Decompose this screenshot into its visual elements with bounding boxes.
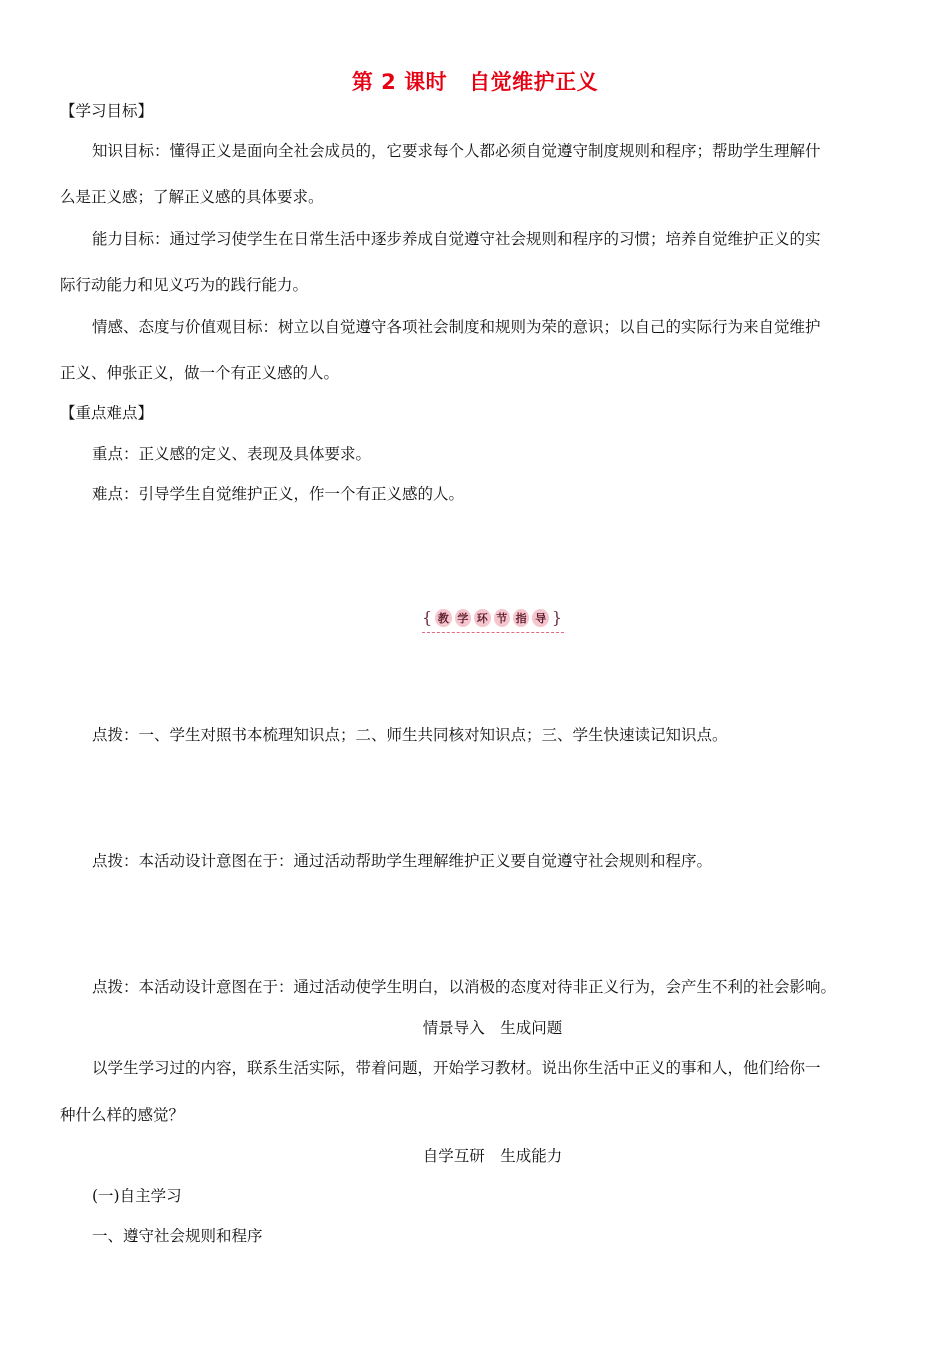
tip-3: 点拨：本活动设计意图在于：通过活动使学生明白，以消极的态度对待非正义行为，会产生不利的社会影响。 — [92, 978, 837, 996]
badge-char: 环 — [474, 609, 490, 627]
intro-heading: 情景导入 生成问题 — [422, 1019, 563, 1037]
goals-heading: 【学习目标】 — [60, 102, 154, 120]
key-point: 重点：正义感的定义、表现及具体要求。 — [92, 445, 372, 463]
intro-text-line1: 以学生学习过的内容，联系生活实际，带着问题，开始学习教材。说出你生活中正义的事和人，他们给你一 — [92, 1059, 821, 1077]
teaching-guide-badge — [422, 607, 564, 635]
ability-goal-line2: 际行动能力和见义巧为的践行能力。 — [60, 276, 309, 294]
intro-text-line2: 种什么样的感觉？ — [60, 1106, 185, 1124]
badge-char: 指 — [513, 609, 529, 627]
badge-underline — [422, 632, 564, 633]
self-study-subheading: (一)自主学习 — [92, 1187, 182, 1205]
badge-char: 学 — [455, 609, 471, 627]
tip-1: 点拨：一、学生对照书本梳理知识点；二、师生共同核对知识点；三、学生快速读记知识点。 — [92, 726, 728, 744]
lesson-topic: 自觉维护正义 — [469, 70, 599, 94]
lesson-title — [0, 66, 950, 96]
tip-2: 点拨：本活动设计意图在于：通过活动帮助学生理解维护正义要自觉遵守社会规则和程序。 — [92, 852, 713, 870]
ability-goal-line1: 能力目标：通过学习使学生在日常生活中逐步养成自觉遵守社会规则和程序的习惯；培养自觉维护正义的实 — [92, 230, 821, 248]
keypoints-heading: 【重点难点】 — [60, 404, 154, 422]
knowledge-goal-line2: 么是正义感；了解正义感的具体要求。 — [60, 188, 324, 206]
lesson-number: 第 2 课时 — [351, 70, 448, 94]
badge-char: 导 — [532, 609, 548, 627]
self-study-item-1: 一、遵守社会规则和程序 — [92, 1227, 263, 1245]
badge-char: 教 — [435, 609, 451, 627]
self-study-heading: 自学互研 生成能力 — [422, 1147, 563, 1165]
badge-left-brace: { — [422, 608, 433, 627]
badge-char: 节 — [494, 609, 510, 627]
emotion-goal-line1: 情感、态度与价值观目标：树立以自觉遵守各项社会制度和规则为荣的意识；以自己的实际行为来自觉维护 — [92, 318, 821, 336]
knowledge-goal-line1: 知识目标：懂得正义是面向全社会成员的，它要求每个人都必须自觉遵守制度规则和程序；帮助学生理解什 — [92, 142, 821, 160]
emotion-goal-line2: 正义、伸张正义，做一个有正义感的人。 — [60, 364, 340, 382]
badge-right-brace: } — [551, 608, 562, 627]
difficult-point: 难点：引导学生自觉维护正义，作一个有正义感的人。 — [92, 485, 465, 503]
